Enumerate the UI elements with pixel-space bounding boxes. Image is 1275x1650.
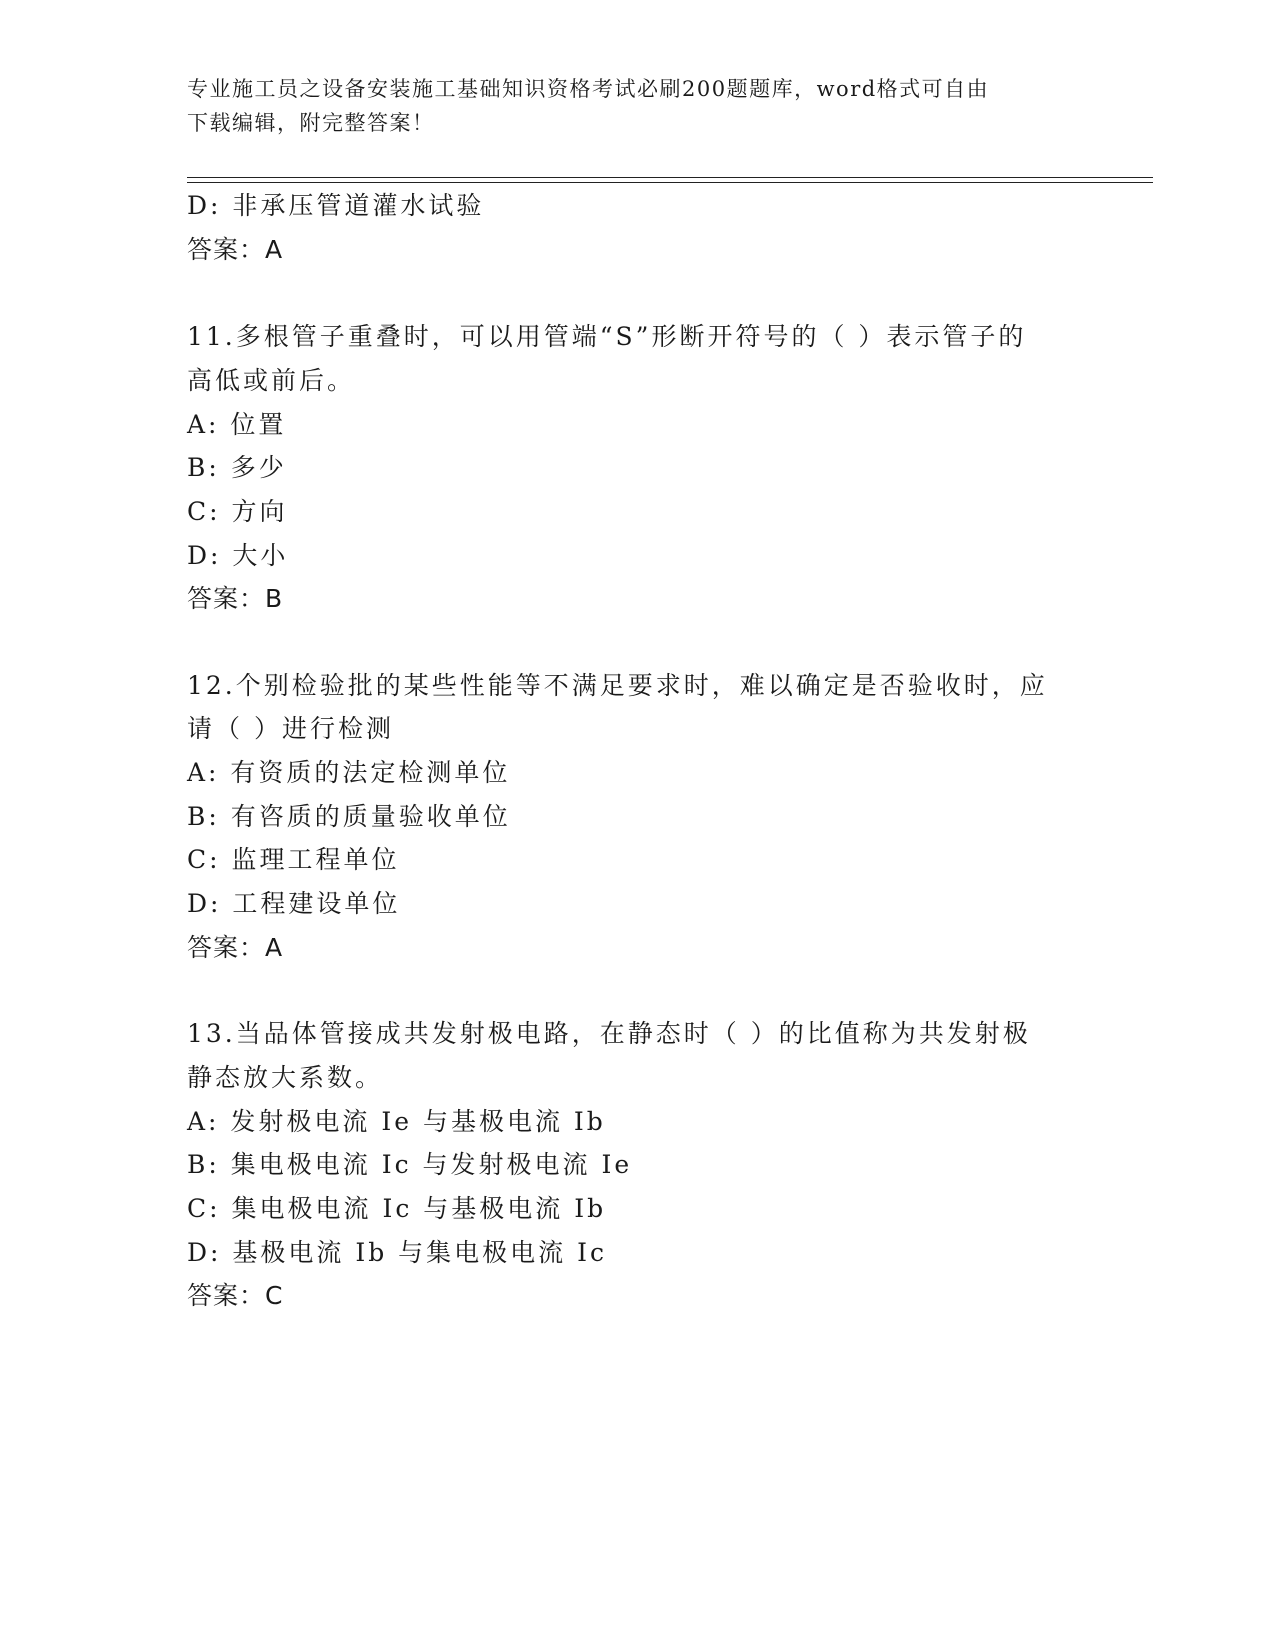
q11-option-c: C: 方向 [187,497,288,526]
q13-option-a: A: 发射极电流 Ie 与基极电流 Ib [187,1107,606,1136]
q13-stem-line-2: 静态放大系数。 [187,1063,384,1092]
q11-option-a: A: 位置 [187,410,287,439]
q13-stem-line-1: 13.当品体管接成共发射极电路，在静态时（ ）的比值称为共发射极 [187,1019,1031,1048]
q11-stem-line-2: 高低或前后。 [187,366,356,395]
q12-option-a: A: 有资质的法定检测单位 [187,758,511,787]
document-header [187,72,1067,140]
q13-option-b: B: 集电极电流 Ic 与发射极电流 Ie [187,1150,633,1179]
q12-stem-line-2: 请（ ）进行检测 [187,714,394,743]
q12-option-d: D: 工程建设单位 [187,889,401,918]
prev-option-d: D: 非承压管道灌水试验 [187,191,485,220]
header-line-1: 专业施工员之设备安装施工基础知识资格考试必刷200题题库，word格式可自由 [187,77,990,101]
header-divider-top [187,177,1153,178]
prev-answer: 答案：A [187,235,284,264]
q13-answer: 答案：C [187,1281,284,1310]
q11-option-d: D: 大小 [187,541,289,570]
q12-answer: 答案：A [187,933,284,962]
q11-stem-line-1: 11.多根管子重叠时，可以用管端“S”形断开符号的（ ）表示管子的 [187,322,1027,351]
header-divider-bottom [187,182,1153,183]
q12-option-b: B: 有咨质的质量验收单位 [187,802,511,831]
q11-option-b: B: 多少 [187,453,287,482]
q13-option-d: D: 基极电流 Ib 与集电极电流 Ic [187,1238,608,1267]
q12-option-c: C: 监理工程单位 [187,845,400,874]
q12-stem-line-1: 12.个别检验批的某些性能等不满足要求时，难以确定是否验收时，应 [187,671,1048,700]
header-line-2: 下载编辑，附完整答案！ [187,111,435,135]
q11-answer: 答案：B [187,584,284,613]
q13-option-c: C: 集电极电流 Ic 与基极电流 Ib [187,1194,607,1223]
